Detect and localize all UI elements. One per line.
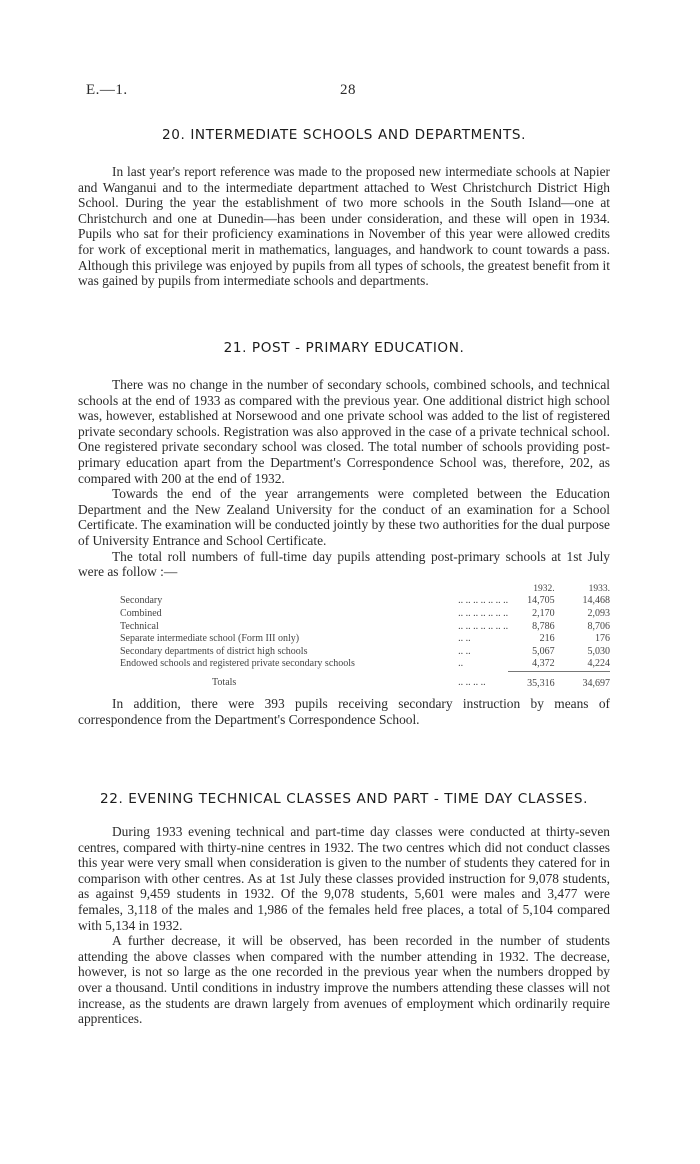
row-label: Separate intermediate school (Form III only) bbox=[120, 633, 300, 645]
section-heading: 21. POST - PRIMARY EDUCATION. bbox=[223, 340, 465, 356]
table-row bbox=[78, 608, 610, 621]
paragraph: Towards the end of the year arrangements were completed between the Education Department and the New Zealand University for the conduct of an examination for a School Certificate. The examination will be conducted jointly by these two authorities for the dual purpose of University Entrance and School Certificate. bbox=[78, 486, 610, 548]
column-header-1932: 1932. bbox=[533, 583, 555, 594]
row-label: Endowed schools and registered private secondary schools bbox=[120, 658, 355, 670]
section-intermediate-schools bbox=[78, 127, 610, 289]
value-1933: 4,224 bbox=[587, 658, 610, 670]
row-label: Secondary bbox=[120, 595, 163, 607]
table-row bbox=[78, 621, 610, 634]
section-post-primary-education bbox=[78, 340, 610, 728]
table-row bbox=[78, 658, 610, 671]
page-number: 28 bbox=[340, 82, 356, 98]
report-reference: E.—1. bbox=[86, 82, 128, 98]
paragraph: There was no change in the number of secondary schools, combined schools, and technical schools at the end of 1933 as compared with the previous year. One additional district high school was, however, established at Norsewood and one private school was added to the list of registered private secondary schools. Registration was also approved in the case of a private technical school. One registered private secondary school was closed. The total number of schools providing post-primary education apart from the Department's Correspondence School was, therefore, 202, as compared with 200 at the end of 1932. bbox=[78, 377, 610, 486]
section-evening-technical-classes bbox=[78, 791, 610, 1027]
dot-leader: .. .. .. .. .. .. .. bbox=[458, 607, 509, 619]
dot-leader: .. .. .. .. .. .. .. bbox=[458, 595, 509, 607]
value-1933: 8,706 bbox=[587, 620, 610, 632]
table-row bbox=[78, 646, 610, 659]
value-1932: 14,705 bbox=[527, 595, 555, 607]
table-row bbox=[78, 595, 610, 608]
total-1933: 34,697 bbox=[555, 671, 610, 690]
totals-row bbox=[78, 671, 610, 690]
dot-leader: .. .. bbox=[458, 645, 471, 657]
paragraph: In last year's report reference was made to the proposed new intermediate schools at Napier and Wanganui and to the intermediate department attached to West Christchurch District High School. During the year the establishment of two more schools in the South Island—one at Christchurch and one at Dunedin—has been under consideration, and these will open in 1934. Pupils who sat for their proficiency examinations in November of this year were allowed credits for work of exceptional merit in mathematics, languages, and handwork to count towards a pass. Although this privilege was enjoyed by pupils from all types of schools, the greatest benefit from it was gained by pupils from intermediate schools and departments. bbox=[78, 164, 610, 289]
section-heading: 22. EVENING TECHNICAL CLASSES AND PART - TIME DAY CLASSES. bbox=[99, 791, 589, 807]
paragraph: During 1933 evening technical and part-time day classes were conducted at thirty-seven centres, compared with thirty-nine centres in 1932. The two centres which did not conduct classes this year were very small when consideration is given to the number of students they catered for in comparison with other centres. As at 1st July these classes provided instruction for 9,078 students, as against 9,459 students in 1932. Of the 9,078 students, 5,601 were males and 3,477 were females, 3,118 of the males and 1,986 of the females held free places, a total of 5,104 compared with 5,134 in 1932. bbox=[78, 824, 610, 933]
value-1932: 2,170 bbox=[532, 607, 555, 619]
dot-leader: .. .. bbox=[458, 633, 471, 645]
row-label: Secondary departments of district high schools bbox=[120, 645, 308, 657]
value-1933: 5,030 bbox=[587, 645, 610, 657]
paragraph: A further decrease, it will be observed, has been recorded in the number of students attending the above classes when compared with the number attending in 1932. The decrease, however, is not so large as the one recorded in the previous year when the numbers dropped by over a thousand. Until conditions in industry improve the numbers attending these classes will not increase, as the students are drawn largely from avenues of employment which ordinarily require apprentices. bbox=[78, 933, 610, 1027]
value-1932: 4,372 bbox=[532, 658, 555, 670]
row-label: Technical bbox=[120, 620, 159, 632]
paragraph: The total roll numbers of full-time day pupils attending post-primary schools at 1st July were as follow :— bbox=[78, 548, 610, 580]
row-label: Combined bbox=[120, 607, 162, 619]
table-header-row bbox=[78, 583, 610, 596]
dot-leader: .. bbox=[458, 658, 464, 670]
dot-leader: .. .. .. .. bbox=[458, 677, 486, 689]
column-header-1933: 1933. bbox=[588, 583, 610, 594]
roll-numbers-table bbox=[78, 583, 610, 691]
value-1932: 8,786 bbox=[532, 620, 555, 632]
value-1932: 216 bbox=[539, 633, 555, 645]
table-row bbox=[78, 633, 610, 646]
value-1933: 14,468 bbox=[582, 595, 610, 607]
total-1932: 35,316 bbox=[508, 671, 555, 690]
value-1932: 5,067 bbox=[532, 645, 555, 657]
value-1933: 2,093 bbox=[587, 607, 610, 619]
value-1933: 176 bbox=[595, 633, 610, 645]
section-heading: 20. INTERMEDIATE SCHOOLS AND DEPARTMENTS. bbox=[161, 127, 526, 143]
dot-leader: .. .. .. .. .. .. .. bbox=[458, 620, 509, 632]
paragraph: In addition, there were 393 pupils receiving secondary instruction by means of correspondence from the Department's Correspondence School. bbox=[78, 696, 610, 728]
totals-label: Totals bbox=[212, 677, 237, 689]
